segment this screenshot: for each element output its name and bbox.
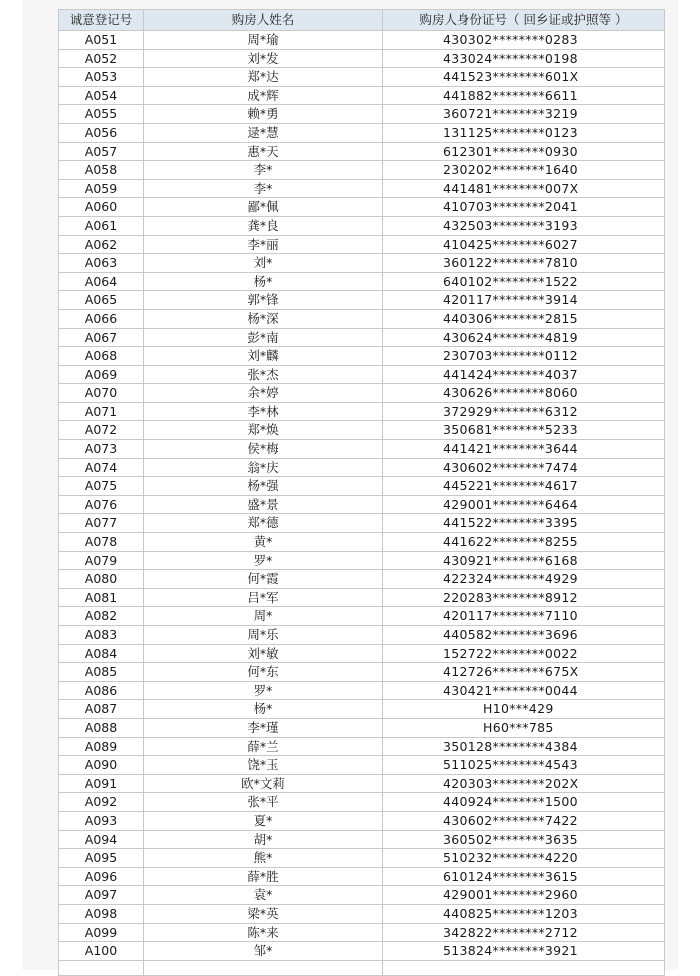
buyer-id-cell: 441481********007X (383, 179, 665, 198)
table-row (59, 198, 665, 217)
buyer-name-cell: 何*东 (144, 663, 383, 682)
buyer-name-cell: 陈*来 (144, 923, 383, 942)
buyer-id-cell: 440924********1500 (383, 793, 665, 812)
empty-cell (383, 960, 665, 975)
registration-no-cell: A100 (59, 942, 144, 961)
buyer-name-cell: 薛*兰 (144, 737, 383, 756)
registration-no-cell: A082 (59, 607, 144, 626)
table-row (59, 886, 665, 905)
buyer-id-cell: 220283********8912 (383, 588, 665, 607)
buyer-id-cell: 430602********7422 (383, 811, 665, 830)
buyer-id-cell: 360721********3219 (383, 105, 665, 124)
table-row (59, 477, 665, 496)
table-row (59, 179, 665, 198)
registration-no-cell: A062 (59, 235, 144, 254)
table-row (59, 700, 665, 719)
registration-no-cell: A093 (59, 811, 144, 830)
registration-no-cell: A069 (59, 365, 144, 384)
buyer-name-cell: 郑*德 (144, 514, 383, 533)
buyer-name-cell: 盛*景 (144, 495, 383, 514)
buyer-name-cell: 周*瑜 (144, 31, 383, 50)
table-row (59, 793, 665, 812)
table-header (59, 10, 665, 31)
buyer-name-cell: 罗* (144, 681, 383, 700)
table-row (59, 588, 665, 607)
table-row (59, 123, 665, 142)
buyer-id-cell: 440306********2815 (383, 309, 665, 328)
buyer-id-cell: 410425********6027 (383, 235, 665, 254)
registration-no-cell: A057 (59, 142, 144, 161)
registration-no-cell: A070 (59, 384, 144, 403)
buyer-id-cell: 350128********4384 (383, 737, 665, 756)
buyer-id-cell: 433024********0198 (383, 49, 665, 68)
buyer-name-cell: 周* (144, 607, 383, 626)
buyer-id-cell: 441882********6611 (383, 86, 665, 105)
registration-no-cell: A075 (59, 477, 144, 496)
table-row (59, 626, 665, 645)
registration-no-cell: A055 (59, 105, 144, 124)
buyer-name-cell: 刘*敏 (144, 644, 383, 663)
buyer-name-cell: 罗* (144, 551, 383, 570)
buyer-name-cell: 郭*锋 (144, 291, 383, 310)
registration-no-cell: A080 (59, 570, 144, 589)
buyer-id-cell: 441523********601X (383, 68, 665, 87)
registration-no-cell: A087 (59, 700, 144, 719)
buyer-name-cell: 夏* (144, 811, 383, 830)
registration-no-cell: A089 (59, 737, 144, 756)
buyer-id-cell: 429001********2960 (383, 886, 665, 905)
buyer-name-cell: 薛*胜 (144, 867, 383, 886)
registration-no-cell: A052 (59, 49, 144, 68)
registration-no-cell: A094 (59, 830, 144, 849)
registration-no-cell: A059 (59, 179, 144, 198)
registration-no-cell: A073 (59, 440, 144, 459)
table-row (59, 402, 665, 421)
buyer-name-cell: 梁*英 (144, 904, 383, 923)
buyer-name-cell: 张*平 (144, 793, 383, 812)
registration-no-cell: A060 (59, 198, 144, 217)
table-row (59, 31, 665, 50)
buyer-id-cell: 612301********0930 (383, 142, 665, 161)
registration-no-cell: A088 (59, 718, 144, 737)
buyer-id-cell: 430921********6168 (383, 551, 665, 570)
registration-no-cell: A065 (59, 291, 144, 310)
buyer-id-cell: 360122********7810 (383, 254, 665, 273)
buyer-id-cell: 410703********2041 (383, 198, 665, 217)
buyer-id-cell: 430602********7474 (383, 458, 665, 477)
buyer-name-cell: 邹* (144, 942, 383, 961)
buyer-id-cell: 640102********1522 (383, 272, 665, 291)
registration-no-cell: A064 (59, 272, 144, 291)
registration-no-cell: A063 (59, 254, 144, 273)
buyer-name-cell: 熊* (144, 849, 383, 868)
buyer-id-cell: 445221********4617 (383, 477, 665, 496)
table-row (59, 570, 665, 589)
header-buyer-id: 购房人身份证号（ 回乡证或护照等 ） (383, 10, 665, 31)
buyer-name-cell: 翁*庆 (144, 458, 383, 477)
table-row (59, 942, 665, 961)
registration-no-cell: A097 (59, 886, 144, 905)
buyer-name-cell: 张*杰 (144, 365, 383, 384)
table-row (59, 458, 665, 477)
buyer-name-cell: 杨*强 (144, 477, 383, 496)
buyer-id-cell: 350681********5233 (383, 421, 665, 440)
registration-no-cell: A072 (59, 421, 144, 440)
table-row (59, 309, 665, 328)
table-row (59, 923, 665, 942)
buyer-name-cell: 郑*焕 (144, 421, 383, 440)
header-row (59, 10, 665, 31)
empty-cell (59, 960, 144, 975)
buyer-name-cell: 郑*达 (144, 68, 383, 87)
table-row (59, 235, 665, 254)
buyer-name-cell: 刘* (144, 254, 383, 273)
table-row (59, 904, 665, 923)
buyer-name-cell: 彭*南 (144, 328, 383, 347)
table-row (59, 384, 665, 403)
table-row (59, 347, 665, 366)
registration-no-cell: A098 (59, 904, 144, 923)
table-row (59, 365, 665, 384)
buyer-name-cell: 杨* (144, 700, 383, 719)
registration-no-cell: A085 (59, 663, 144, 682)
buyer-id-cell: 513824********3921 (383, 942, 665, 961)
buyer-id-cell: 422324********4929 (383, 570, 665, 589)
registration-no-cell: A051 (59, 31, 144, 50)
table-row (59, 142, 665, 161)
registration-no-cell: A081 (59, 588, 144, 607)
table-row (59, 495, 665, 514)
registration-table (58, 9, 665, 976)
registration-no-cell: A056 (59, 123, 144, 142)
registration-no-cell: A076 (59, 495, 144, 514)
table-row-empty (59, 960, 665, 975)
table-row (59, 440, 665, 459)
registration-no-cell: A054 (59, 86, 144, 105)
table-row (59, 811, 665, 830)
registration-no-cell: A067 (59, 328, 144, 347)
registration-no-cell: A084 (59, 644, 144, 663)
buyer-id-cell: 230703********0112 (383, 347, 665, 366)
registration-no-cell: A078 (59, 533, 144, 552)
registration-no-cell: A079 (59, 551, 144, 570)
buyer-name-cell: 余*婷 (144, 384, 383, 403)
buyer-id-cell: 429001********6464 (383, 495, 665, 514)
table-row (59, 830, 665, 849)
buyer-id-cell: 430626********8060 (383, 384, 665, 403)
buyer-name-cell: 何*霞 (144, 570, 383, 589)
buyer-name-cell: 吕*军 (144, 588, 383, 607)
registration-no-cell: A077 (59, 514, 144, 533)
buyer-id-cell: 430624********4819 (383, 328, 665, 347)
buyer-id-cell: 430302********0283 (383, 31, 665, 50)
table-row (59, 663, 665, 682)
buyer-id-cell: 412726********675X (383, 663, 665, 682)
registration-no-cell: A066 (59, 309, 144, 328)
table-row (59, 49, 665, 68)
registration-no-cell: A086 (59, 681, 144, 700)
buyer-id-cell: 432503********3193 (383, 216, 665, 235)
buyer-id-cell: 440825********1203 (383, 904, 665, 923)
registration-no-cell: A071 (59, 402, 144, 421)
buyer-id-cell: 441421********3644 (383, 440, 665, 459)
table-row (59, 607, 665, 626)
table-row (59, 291, 665, 310)
table-row (59, 254, 665, 273)
table-row (59, 737, 665, 756)
buyer-name-cell: 周*乐 (144, 626, 383, 645)
buyer-id-cell: 342822********2712 (383, 923, 665, 942)
buyer-id-cell: 230202********1640 (383, 161, 665, 180)
buyer-id-cell: 420117********3914 (383, 291, 665, 310)
buyer-name-cell: 李*瑾 (144, 718, 383, 737)
buyer-name-cell: 惠*天 (144, 142, 383, 161)
buyer-id-cell: 441522********3395 (383, 514, 665, 533)
table-row (59, 68, 665, 87)
buyer-name-cell: 李* (144, 161, 383, 180)
empty-cell (144, 960, 383, 975)
table-row (59, 161, 665, 180)
table-row (59, 551, 665, 570)
table-row (59, 272, 665, 291)
registration-no-cell: A099 (59, 923, 144, 942)
buyer-name-cell: 鄙*佩 (144, 198, 383, 217)
buyer-id-cell: H60***785 (383, 718, 665, 737)
table-row (59, 514, 665, 533)
table-row (59, 421, 665, 440)
registration-no-cell: A053 (59, 68, 144, 87)
buyer-name-cell: 袁* (144, 886, 383, 905)
buyer-id-cell: 420117********7110 (383, 607, 665, 626)
buyer-name-cell: 欧*文莉 (144, 774, 383, 793)
buyer-name-cell: 刘*发 (144, 49, 383, 68)
registration-no-cell: A092 (59, 793, 144, 812)
buyer-name-cell: 胡* (144, 830, 383, 849)
table-row (59, 774, 665, 793)
buyer-id-cell: H10***429 (383, 700, 665, 719)
table-row (59, 105, 665, 124)
registration-no-cell: A068 (59, 347, 144, 366)
table-row (59, 756, 665, 775)
registration-no-cell: A090 (59, 756, 144, 775)
buyer-id-cell: 152722********0022 (383, 644, 665, 663)
table-row (59, 681, 665, 700)
registration-no-cell: A061 (59, 216, 144, 235)
buyer-name-cell: 李*丽 (144, 235, 383, 254)
buyer-id-cell: 430421********0044 (383, 681, 665, 700)
buyer-id-cell: 420303********202X (383, 774, 665, 793)
buyer-name-cell: 李*林 (144, 402, 383, 421)
buyer-id-cell: 441424********4037 (383, 365, 665, 384)
table-row (59, 644, 665, 663)
buyer-name-cell: 刘*麟 (144, 347, 383, 366)
buyer-name-cell: 成*辉 (144, 86, 383, 105)
table-row (59, 328, 665, 347)
buyer-name-cell: 李* (144, 179, 383, 198)
buyer-id-cell: 131125********0123 (383, 123, 665, 142)
buyer-name-cell: 杨* (144, 272, 383, 291)
registration-no-cell: A074 (59, 458, 144, 477)
buyer-name-cell: 赖*勇 (144, 105, 383, 124)
table-row (59, 867, 665, 886)
buyer-name-cell: 杨*深 (144, 309, 383, 328)
table-row (59, 216, 665, 235)
buyer-id-cell: 360502********3635 (383, 830, 665, 849)
buyer-id-cell: 372929********6312 (383, 402, 665, 421)
registration-no-cell: A091 (59, 774, 144, 793)
registration-no-cell: A096 (59, 867, 144, 886)
buyer-name-cell: 龚*良 (144, 216, 383, 235)
buyer-id-cell: 610124********3615 (383, 867, 665, 886)
buyer-id-cell: 510232********4220 (383, 849, 665, 868)
buyer-name-cell: 黄* (144, 533, 383, 552)
buyer-name-cell: 逯*慧 (144, 123, 383, 142)
buyer-name-cell: 饶*玉 (144, 756, 383, 775)
document-page (22, 0, 678, 970)
table-row (59, 86, 665, 105)
registration-no-cell: A058 (59, 161, 144, 180)
table-row (59, 849, 665, 868)
header-buyer-name: 购房人姓名 (144, 10, 383, 31)
buyer-id-cell: 441622********8255 (383, 533, 665, 552)
table-row (59, 718, 665, 737)
buyer-id-cell: 440582********3696 (383, 626, 665, 645)
buyer-id-cell: 511025********4543 (383, 756, 665, 775)
header-registration-no: 诚意登记号 (59, 10, 144, 31)
buyer-name-cell: 侯*梅 (144, 440, 383, 459)
registration-no-cell: A095 (59, 849, 144, 868)
table-body (59, 31, 665, 976)
registration-no-cell: A083 (59, 626, 144, 645)
table-row (59, 533, 665, 552)
